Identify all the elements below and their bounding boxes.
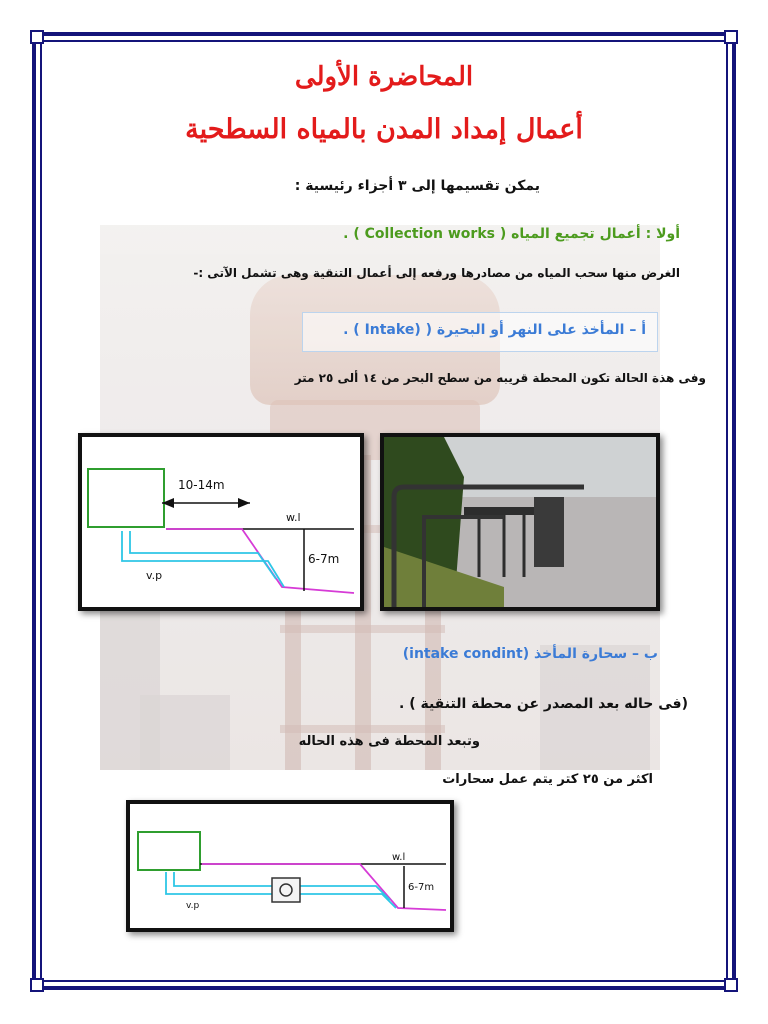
- water-level-label: w.l: [286, 511, 301, 524]
- border-corner-ornament: [724, 978, 738, 992]
- depth-label: 6-7m: [408, 882, 435, 893]
- page-title: المحاضرة الأولى: [294, 62, 474, 92]
- section-first-description: الغرض منها سحب المياه من مصادرها ورفعه إلى أعمال التنقية وهى تشمل الآتى :-: [193, 266, 680, 280]
- page-subtitle: أعمال إمداد المدن بالمياه السطحية: [185, 114, 583, 145]
- dimension-top-label: 10-14m: [178, 478, 225, 492]
- intake-photo: [380, 433, 660, 611]
- station-box: [88, 469, 164, 527]
- manhole-box: [272, 878, 300, 902]
- intake-diagram: [78, 433, 364, 611]
- sub-b-line-1: (فى حاله بعد المصدر عن محطة التنقية ) .: [399, 696, 688, 712]
- sub-a-heading: أ – المأخذ على النهر أو البحيرة ( (Intake ) .: [343, 322, 646, 338]
- border-corner-ornament: [724, 30, 738, 44]
- border-corner-ornament: [30, 978, 44, 992]
- sub-b-line-3: اكثر من ٢٥ كتر يتم عمل سحارات: [442, 772, 653, 787]
- station-box: [138, 832, 200, 870]
- sub-a-description: وفى هذة الحالة تكون المحطة قريبه من سطح البحر من ١٤ ألى ٢٥ متر: [294, 371, 706, 385]
- water-level-label: w.l: [392, 852, 406, 863]
- section-first-heading: أولا : أعمال تجميع المياه ( Collection works ) .: [343, 226, 680, 242]
- border-corner-ornament: [30, 30, 44, 44]
- intro-text: يمكن تقسيمها إلى ٣ أجزاء رئيسية :: [294, 178, 540, 194]
- intake-diagram-svg: [82, 437, 360, 607]
- sub-b-heading: ب – سحارة المأخذ (intake condint): [402, 646, 658, 662]
- dimension-arrow: [238, 498, 250, 508]
- intake-tower: [534, 497, 564, 567]
- sub-b-line-2: وتبعد المحطة فى هذه الحاله: [298, 734, 480, 749]
- intake-photo-svg: [384, 437, 656, 607]
- depth-label: 6-7m: [308, 552, 340, 566]
- intake-conduit-diagram: [126, 800, 454, 932]
- intake-conduit-diagram-svg: [130, 804, 450, 928]
- vp-label: v.p: [146, 569, 163, 582]
- vp-label: v.p: [186, 901, 200, 911]
